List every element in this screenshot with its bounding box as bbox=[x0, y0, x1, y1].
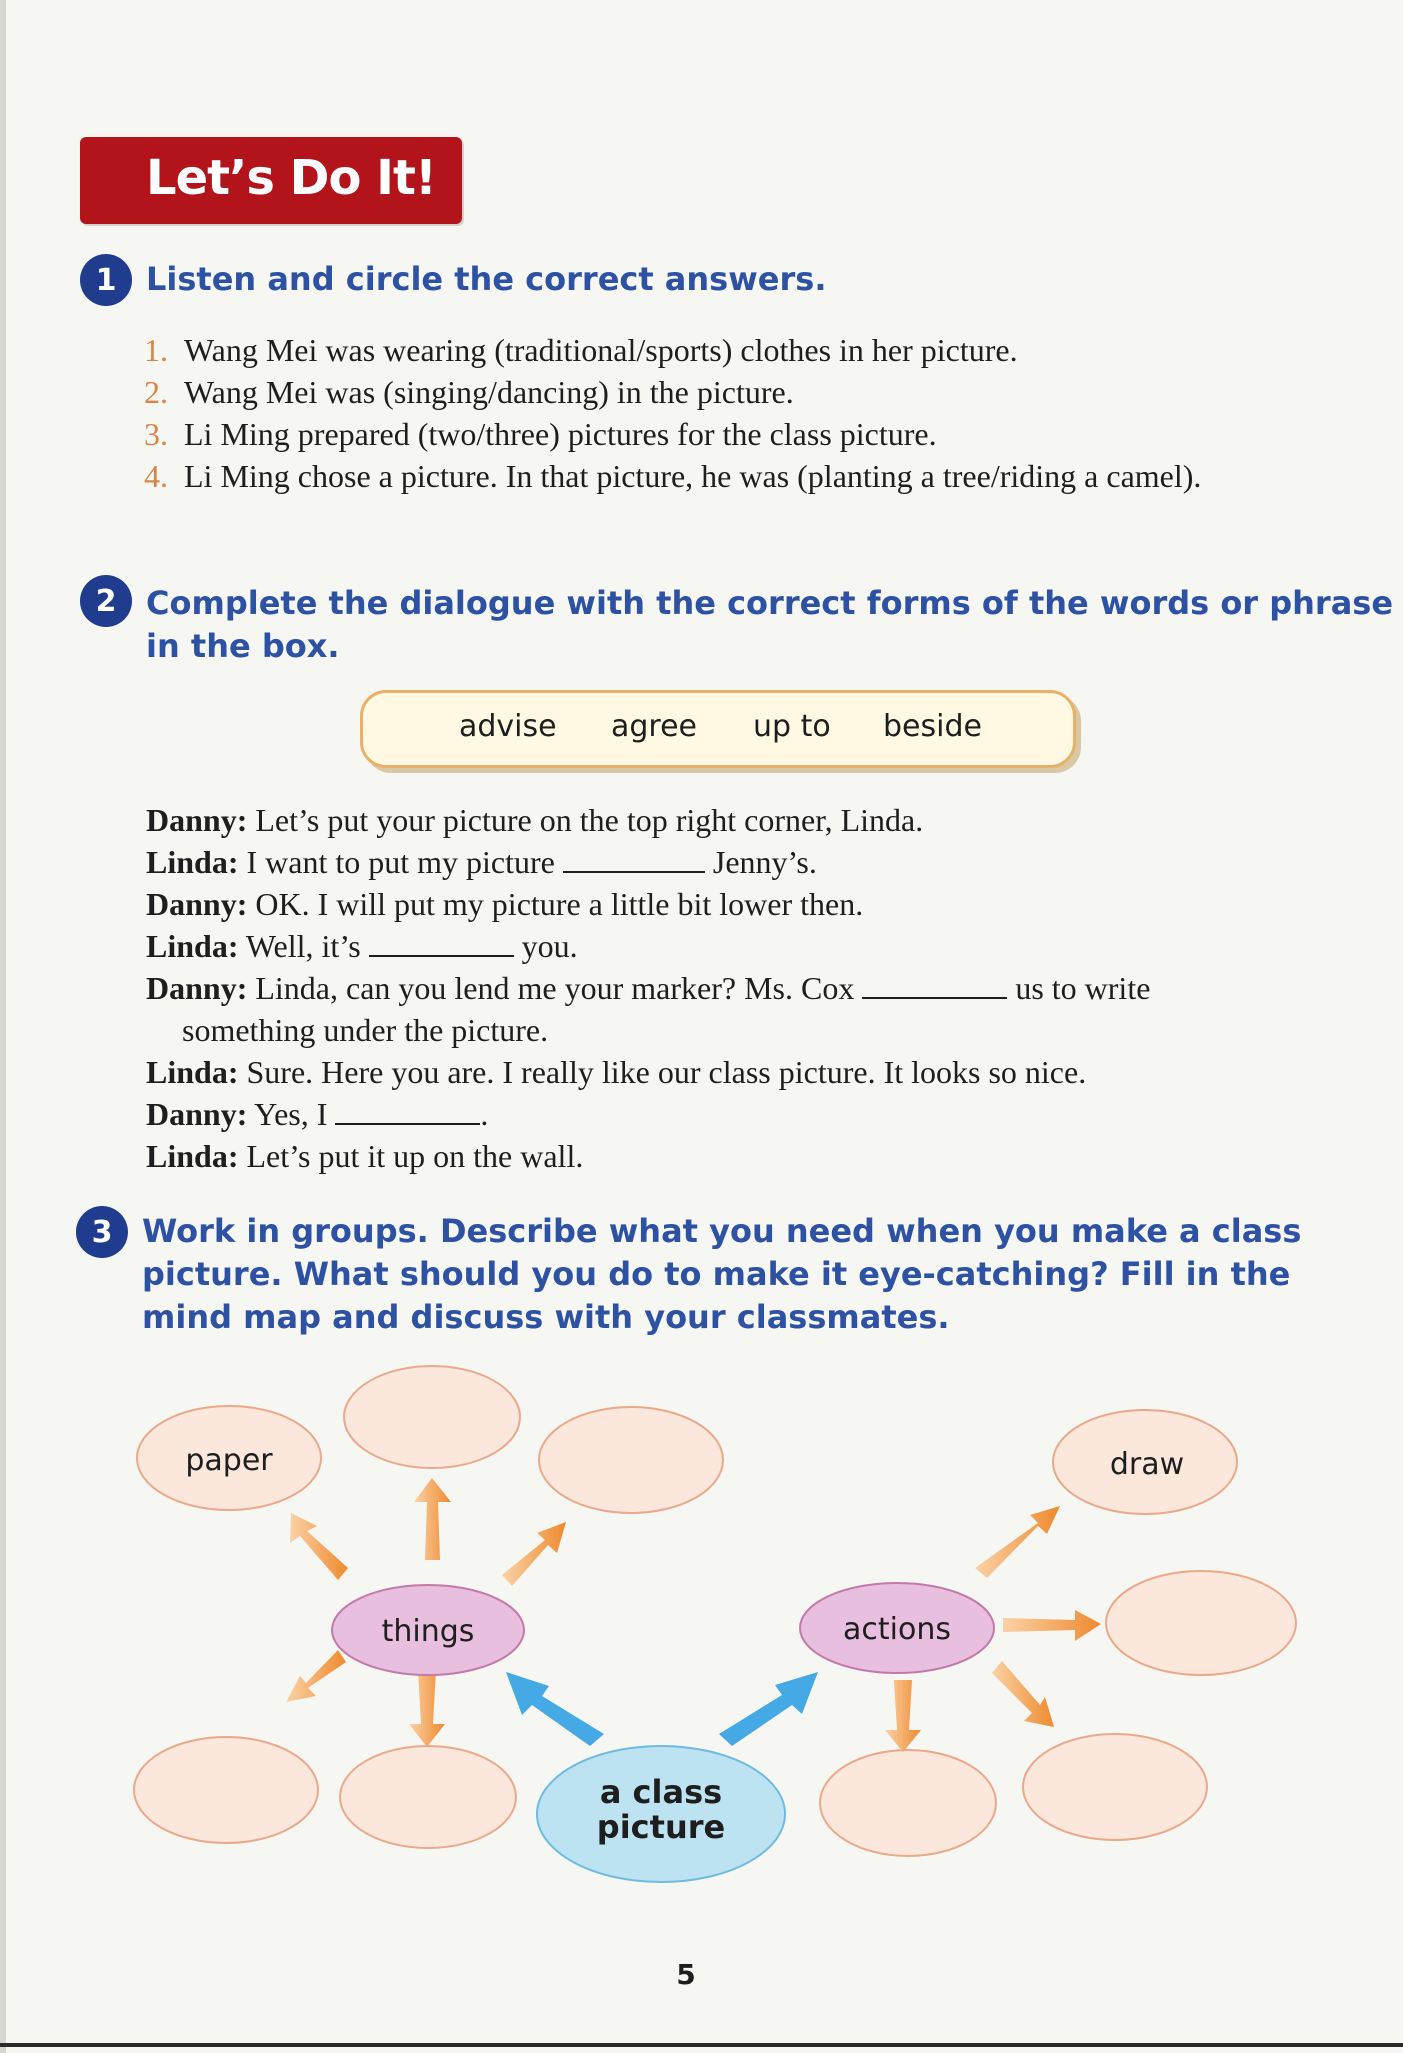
instruction-line: in the box. bbox=[146, 627, 340, 665]
question-list bbox=[144, 329, 1324, 497]
mind-map-empty-leaf[interactable] bbox=[344, 1366, 520, 1468]
question-item bbox=[144, 329, 1324, 371]
section-1-number-badge: 1 bbox=[80, 254, 132, 306]
dialogue-text: Jenny’s. bbox=[704, 844, 817, 880]
word-box bbox=[360, 690, 1076, 768]
speaker: Danny: bbox=[146, 802, 248, 838]
answer-blank[interactable] bbox=[335, 1095, 480, 1125]
section-3-instruction bbox=[142, 1210, 1301, 1339]
question-text: Li Ming chose a picture. In that picture, he was (planting a tree/riding a camel). bbox=[184, 458, 1202, 494]
dialogue-text: Yes, I bbox=[254, 1096, 336, 1132]
mind-map-label-actions: actions bbox=[843, 1612, 951, 1647]
mind-map-empty-leaf[interactable] bbox=[1106, 1571, 1296, 1675]
dialogue-text: Sure. Here you are. I really like our class picture. It looks so nice. bbox=[246, 1054, 1087, 1090]
arrow-icon bbox=[290, 1513, 348, 1580]
mind-map-label-draw: draw bbox=[1109, 1447, 1185, 1482]
arrow-icon bbox=[885, 1680, 921, 1752]
dialogue-text: Well, it’s bbox=[245, 928, 369, 964]
answer-blank[interactable] bbox=[369, 927, 514, 957]
dialogue-line bbox=[146, 841, 1296, 883]
page-number: 5 bbox=[676, 1958, 696, 1991]
dialogue-text: Let’s put your picture on the top right corner, Linda. bbox=[255, 802, 924, 838]
dialogue-line bbox=[146, 967, 1296, 1009]
dialogue-text: OK. I will put my picture a little bit lower then. bbox=[255, 886, 864, 922]
answer-blank[interactable] bbox=[563, 843, 705, 873]
dialogue-text: Let’s put it up on the wall. bbox=[246, 1138, 584, 1174]
arrow-icon bbox=[502, 1522, 566, 1586]
dialogue-line bbox=[146, 1135, 1296, 1177]
answer-blank[interactable] bbox=[862, 969, 1007, 999]
word-advise: advise bbox=[459, 709, 557, 744]
dialogue-line bbox=[146, 799, 1296, 841]
speaker: Danny: bbox=[146, 1096, 248, 1132]
arrow-icon bbox=[286, 1650, 346, 1702]
arrow-icon bbox=[1003, 1610, 1101, 1641]
lets-do-it-banner bbox=[80, 137, 462, 224]
arrow-icon bbox=[992, 1661, 1054, 1727]
speaker: Linda: bbox=[146, 928, 239, 964]
dialogue-line bbox=[146, 925, 1296, 967]
speaker: Linda: bbox=[146, 844, 239, 880]
question-text: Li Ming prepared (two/three) pictures for the class picture. bbox=[184, 416, 937, 452]
dialogue bbox=[146, 799, 1296, 1177]
arrow-icon bbox=[506, 1672, 604, 1746]
banner-title: Let’s Do It! bbox=[146, 150, 436, 206]
dialogue-text: . bbox=[480, 1096, 489, 1132]
question-text: Wang Mei was (singing/dancing) in the picture. bbox=[184, 374, 794, 410]
question-item bbox=[144, 455, 1274, 497]
question-number: 1. bbox=[144, 332, 168, 368]
section-1-instruction: Listen and circle the correct answers. bbox=[146, 260, 827, 298]
mind-map-empty-leaf[interactable] bbox=[134, 1737, 318, 1843]
question-number: 4. bbox=[144, 458, 168, 494]
section-3-number-badge: 3 bbox=[76, 1206, 128, 1258]
mind-map-label-paper: paper bbox=[185, 1443, 273, 1478]
speaker: Linda: bbox=[146, 1138, 239, 1174]
question-number: 3. bbox=[144, 416, 168, 452]
word-beside: beside bbox=[883, 709, 982, 744]
speaker: Linda: bbox=[146, 1054, 239, 1090]
instruction-line: picture. What should you do to make it eye-catching? Fill in the bbox=[142, 1255, 1291, 1293]
instruction-line: Work in groups. Describe what you need when you make a class bbox=[142, 1212, 1302, 1250]
dialogue-text: you. bbox=[513, 928, 578, 964]
arrow-icon bbox=[975, 1506, 1060, 1578]
arrow-icon bbox=[719, 1672, 818, 1746]
word-up-to: up to bbox=[753, 709, 831, 744]
arrow-icon bbox=[409, 1670, 445, 1747]
dialogue-line bbox=[146, 1093, 1296, 1135]
mind-map-label-things: things bbox=[381, 1614, 475, 1649]
speaker: Danny: bbox=[146, 970, 248, 1006]
instruction-line: mind map and discuss with your classmates. bbox=[142, 1298, 950, 1336]
mind-map-empty-leaf[interactable] bbox=[340, 1746, 516, 1848]
word-agree: agree bbox=[611, 709, 698, 744]
bottom-rule bbox=[0, 2043, 1403, 2047]
mind-map-empty-leaf[interactable] bbox=[1023, 1734, 1207, 1840]
section-2-instruction bbox=[146, 582, 1393, 668]
dialogue-line-continued: something under the picture. bbox=[182, 1012, 549, 1048]
instruction-line: Complete the dialogue with the correct forms of the words or phrase bbox=[146, 584, 1394, 622]
mind-map-center-line-1: a class bbox=[599, 1773, 723, 1811]
question-number: 2. bbox=[144, 374, 168, 410]
speaker: Danny: bbox=[146, 886, 248, 922]
section-2-number-badge: 2 bbox=[80, 575, 132, 627]
mind-map-empty-leaf[interactable] bbox=[820, 1750, 996, 1856]
mind-map-empty-leaf[interactable] bbox=[539, 1407, 723, 1513]
mind-map-center-line-2: picture bbox=[596, 1808, 726, 1846]
question-item bbox=[144, 371, 1324, 413]
question-item bbox=[144, 413, 1324, 455]
question-text: Wang Mei was wearing (traditional/sports) clothes in her picture. bbox=[184, 332, 1018, 368]
arrow-icon bbox=[414, 1478, 451, 1560]
mind-map bbox=[0, 1350, 1403, 1900]
dialogue-line bbox=[146, 1051, 1296, 1093]
dialogue-text: I want to put my picture bbox=[246, 844, 563, 880]
dialogue-text: Linda, can you lend me your marker? Ms. Cox bbox=[255, 970, 863, 1006]
dialogue-line bbox=[146, 883, 1296, 925]
dialogue-text: us to write bbox=[1007, 970, 1151, 1006]
